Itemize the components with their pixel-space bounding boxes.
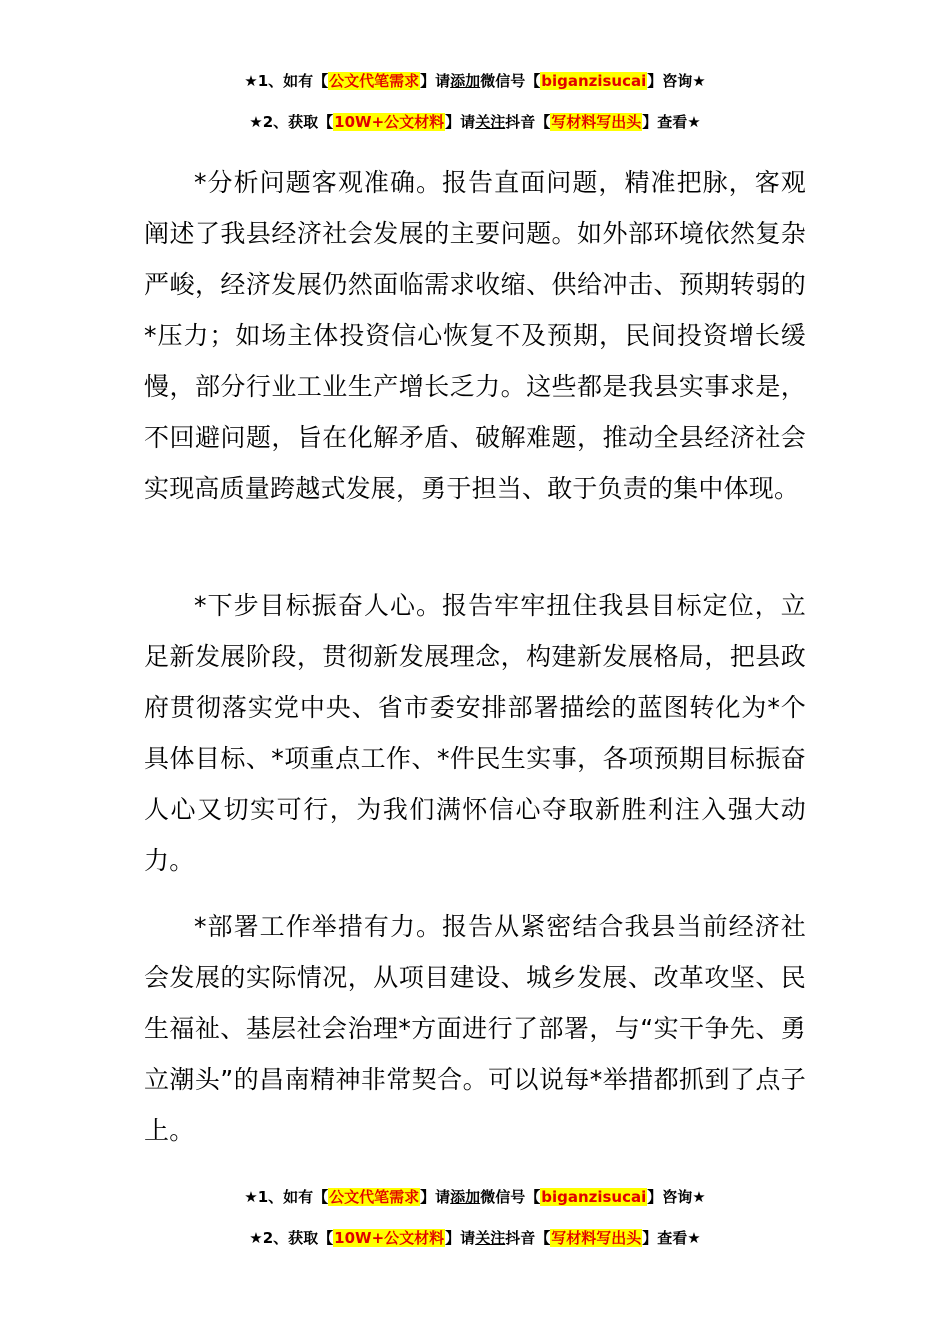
- header-banner-line-1: [0, 70, 950, 92]
- banner-text: 】请: [445, 1229, 476, 1247]
- underlined-text: 添加: [450, 1188, 481, 1206]
- banner-text: 1、如有【: [257, 72, 329, 90]
- highlight-douyin-account: 写材料写出头: [551, 113, 642, 131]
- paragraph-measures: [144, 901, 806, 1156]
- header-banner-line-2: [0, 111, 950, 133]
- underlined-text: 关注: [475, 1229, 506, 1247]
- highlight-wechat-id: biganzisucai: [541, 72, 647, 90]
- paragraph-text: *分析问题客观准确。报告直面问题，精准把脉，客观阐述了我县经济社会发展的主要问题。如外部环境依然复杂严峻，经济发展仍然面临需求收缩、供给冲击、预期转弱的*压力；如场主体投资信心恢复不及预期，民间投资增长缓慢，部分行业工业生产增长乏力。这些都是我县实事求是，不回避问题，旨在化解矛盾、破解难题，推动全县经济社会实现高质量跨越式发展，勇于担当、敢于负责的集中体现。: [144, 168, 806, 503]
- highlight-douyin-account: 写材料写出头: [551, 1229, 642, 1247]
- banner-text: 】查看: [642, 113, 688, 131]
- star-icon: ★: [249, 1229, 263, 1247]
- banner-text: 】咨询: [647, 1188, 693, 1206]
- banner-text: 抖音【: [505, 1229, 551, 1247]
- banner-text: 】请: [420, 72, 451, 90]
- footer-banner-line-1: [0, 1186, 950, 1208]
- star-icon: ★: [692, 72, 706, 90]
- banner-text: 微信号【: [480, 72, 541, 90]
- highlight-materials: 10W+公文材料: [334, 113, 445, 131]
- star-icon: ★: [249, 113, 263, 131]
- paragraph-text: *下步目标振奋人心。报告牢牢扭住我县目标定位，立足新发展阶段，贯彻新发展理念，构建新发展格局，把县政府贯彻落实党中央、省市委安排部署描绘的蓝图转化为*个具体目标、*项重点工作、*件民生实事，各项预期目标振奋人心又切实可行，为我们满怀信心夺取新胜利注入强大动力。: [144, 591, 806, 875]
- paragraph-goals: [144, 580, 806, 886]
- paragraph-analysis: [144, 157, 806, 514]
- star-icon: ★: [687, 1229, 701, 1247]
- banner-text: 】请: [445, 113, 476, 131]
- highlight-service: 公文代笔需求: [329, 1188, 420, 1206]
- paragraph-text: *部署工作举措有力。报告从紧密结合我县当前经济社会发展的实际情况，从项目建设、城乡发展、改革攻坚、民生福祉、基层社会治理*方面进行了部署，与“实干争先、勇立潮头”的昌南精神非常契合。可以说每*举措都抓到了点子上。: [144, 912, 806, 1145]
- star-icon: ★: [244, 72, 258, 90]
- banner-text: 】请: [420, 1188, 451, 1206]
- highlight-wechat-id: biganzisucai: [541, 1188, 647, 1206]
- banner-text: 】查看: [642, 1229, 688, 1247]
- banner-text: 】咨询: [647, 72, 693, 90]
- banner-text: 抖音【: [505, 113, 551, 131]
- star-icon: ★: [692, 1188, 706, 1206]
- underlined-text: 添加: [450, 72, 481, 90]
- banner-text: 微信号【: [480, 1188, 541, 1206]
- banner-text: 2、获取【: [262, 113, 334, 131]
- star-icon: ★: [244, 1188, 258, 1206]
- footer-banner-line-2: [0, 1227, 950, 1249]
- banner-text: 2、获取【: [262, 1229, 334, 1247]
- highlight-service: 公文代笔需求: [329, 72, 420, 90]
- banner-text: 1、如有【: [257, 1188, 329, 1206]
- star-icon: ★: [687, 113, 701, 131]
- highlight-materials: 10W+公文材料: [334, 1229, 445, 1247]
- underlined-text: 关注: [475, 113, 506, 131]
